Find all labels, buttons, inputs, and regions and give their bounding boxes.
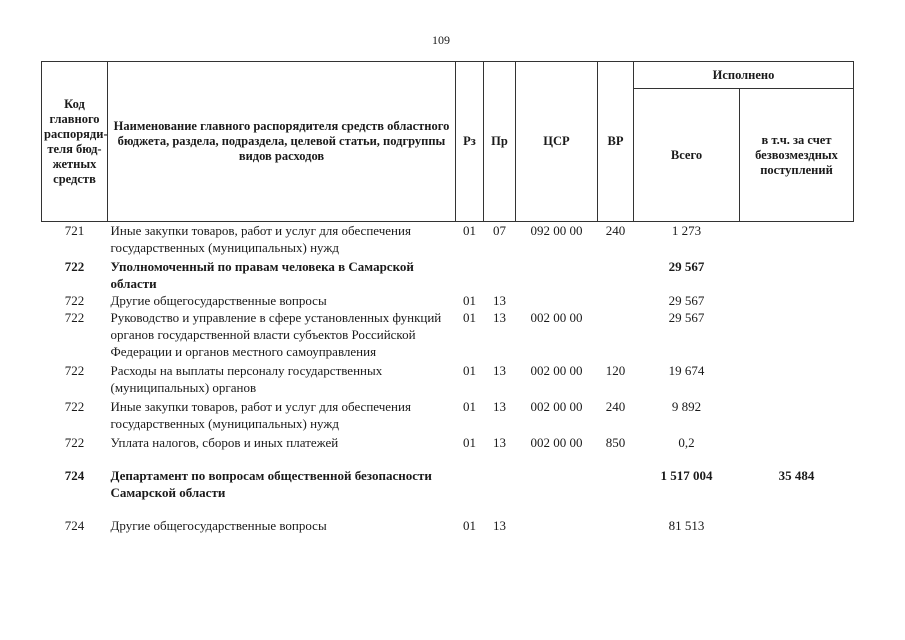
table-row [42, 362, 854, 398]
cell-csr [516, 258, 598, 292]
cell-csr: 002 00 00 [530, 310, 583, 325]
cell-total: 0,2 [678, 435, 695, 450]
cell-name: Расходы на выплаты персоналу государственных (муниципальных) органов [110, 363, 383, 395]
cell-total: 81 513 [668, 518, 705, 533]
cell-pr: 13 [493, 435, 506, 450]
cell-rz: 01 [463, 518, 476, 533]
cell-name: Иные закупки товаров, работ и услуг для обеспечения государственных (муниципальных) нужд [110, 223, 411, 255]
cell-name: Руководство и управление в сфере установленных функций органов государственной власти субъектов Российской Федерации и органов местного самоуправления [110, 310, 442, 359]
cell-csr: 002 00 00 [530, 399, 583, 414]
cell-code: 722 [64, 363, 85, 378]
cell-total: 1 273 [671, 223, 702, 238]
cell-vr: 240 [605, 223, 626, 238]
cell-vr [598, 467, 634, 517]
cell-code: 724 [64, 468, 85, 483]
cell-rz [456, 467, 484, 517]
cell-free [740, 309, 854, 362]
cell-csr [516, 292, 598, 309]
cell-vr [598, 292, 634, 309]
header-executed: Исполнено [634, 62, 854, 89]
table-row [42, 517, 854, 534]
table-row [42, 222, 854, 259]
budget-table [41, 61, 854, 534]
cell-name: Департамент по вопросам общественной безопасности Самарской области [110, 468, 432, 500]
cell-name: Иные закупки товаров, работ и услуг для обеспечения государственных (муниципальных) нужд [110, 399, 411, 431]
cell-pr: 13 [493, 310, 506, 325]
cell-name: Уполномоченный по правам человека в Самарской области [110, 259, 414, 291]
cell-total: 19 674 [668, 363, 705, 378]
cell-vr: 120 [605, 363, 626, 378]
cell-rz: 01 [463, 310, 476, 325]
table-row [42, 398, 854, 434]
header-pr: Пр [484, 62, 516, 222]
cell-free [740, 398, 854, 434]
cell-vr [598, 258, 634, 292]
cell-csr: 002 00 00 [530, 435, 583, 450]
cell-csr [516, 467, 598, 517]
cell-vr: 240 [605, 399, 626, 414]
header-csr: ЦСР [516, 62, 598, 222]
cell-pr: 13 [493, 363, 506, 378]
cell-total: 29 567 [668, 259, 705, 274]
cell-name: Другие общегосударственные вопросы [110, 518, 327, 533]
header-vr: ВР [598, 62, 634, 222]
cell-pr: 13 [493, 293, 506, 308]
page-number: 109 [432, 33, 450, 47]
header-total: Всего [634, 89, 740, 222]
cell-code: 722 [64, 435, 85, 450]
cell-rz: 01 [463, 399, 476, 414]
cell-code: 724 [64, 518, 85, 533]
table-body [42, 222, 854, 535]
cell-rz: 01 [463, 435, 476, 450]
cell-rz [456, 258, 484, 292]
header-rz: Рз [456, 62, 484, 222]
header-name: Наименование главного распорядителя средств областного бюджета, раздела, подраздела, целевой статьи, подгруппы видов расходов [108, 62, 456, 222]
cell-rz: 01 [463, 363, 476, 378]
cell-csr: 092 00 00 [530, 223, 583, 238]
header-free: в т.ч. за счет безвозмездных поступлений [740, 89, 854, 222]
cell-free [740, 362, 854, 398]
cell-name: Уплата налогов, сборов и иных платежей [110, 435, 339, 450]
cell-pr: 13 [493, 518, 506, 533]
cell-vr [598, 309, 634, 362]
table-row [42, 467, 854, 517]
cell-name: Другие общегосударственные вопросы [110, 293, 327, 308]
cell-free [740, 222, 854, 259]
cell-free: 35 484 [778, 468, 815, 483]
cell-code: 721 [64, 223, 85, 238]
header-code: Код главного распоряди-теля бюд-жетных средств [42, 62, 108, 222]
table-header [42, 62, 854, 222]
cell-vr: 850 [605, 435, 626, 450]
cell-pr: 13 [493, 399, 506, 414]
cell-rz: 01 [463, 223, 476, 238]
cell-vr [598, 517, 634, 534]
cell-free [740, 517, 854, 534]
cell-code: 722 [64, 310, 85, 325]
cell-rz: 01 [463, 293, 476, 308]
table-row [42, 258, 854, 292]
cell-csr: 002 00 00 [530, 363, 583, 378]
cell-free [740, 434, 854, 467]
cell-free [740, 258, 854, 292]
cell-total: 1 517 004 [660, 468, 713, 483]
table-row [42, 434, 854, 467]
table-row [42, 292, 854, 309]
cell-code: 722 [64, 293, 85, 308]
cell-free [740, 292, 854, 309]
cell-total: 29 567 [668, 310, 705, 325]
cell-code: 722 [64, 259, 85, 274]
cell-code: 722 [64, 399, 85, 414]
cell-total: 29 567 [668, 293, 705, 308]
cell-pr [484, 258, 516, 292]
cell-pr: 07 [493, 223, 506, 238]
table-row [42, 309, 854, 362]
cell-csr [516, 517, 598, 534]
cell-pr [484, 467, 516, 517]
cell-total: 9 892 [671, 399, 702, 414]
